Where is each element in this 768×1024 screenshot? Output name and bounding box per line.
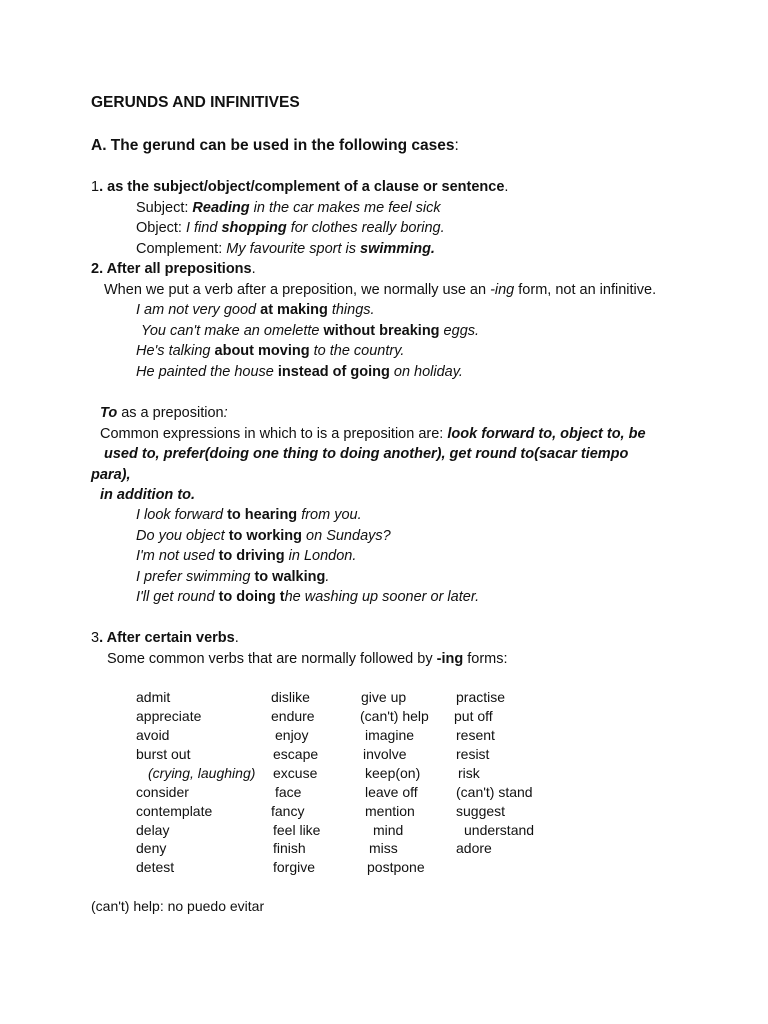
verb-item: fancy — [271, 803, 305, 819]
verb-item: endure — [271, 708, 315, 724]
verb-item: mention — [365, 803, 415, 819]
to-heading-colon: : — [223, 405, 228, 421]
to-example-4 — [136, 568, 329, 586]
verb-item: risk — [458, 765, 480, 781]
example-keyword: to walking — [254, 569, 326, 585]
verb-item: face — [275, 784, 302, 800]
to-preposition-line-4: in addition to. — [100, 487, 196, 503]
verb-item: enjoy — [275, 727, 309, 743]
example-text: Do you object — [136, 528, 229, 544]
verb-item: resent — [456, 727, 495, 743]
verb-item: keep(on) — [365, 765, 421, 781]
example-text: I'll get round — [136, 589, 219, 605]
case-2-heading — [91, 260, 256, 278]
to-example-3 — [136, 547, 356, 565]
to-example-5 — [136, 588, 479, 606]
to-heading-text: as a preposition — [117, 405, 224, 421]
example-keyword: to hearing — [227, 507, 298, 523]
verb-item: mind — [373, 822, 404, 838]
example-text: I am not very good — [136, 302, 261, 318]
example-text: I prefer swimming — [136, 569, 255, 585]
section-a-heading — [91, 137, 459, 155]
case-3-heading-text: . After certain verbs — [99, 630, 235, 646]
example-text: He's talking — [136, 343, 215, 359]
example-text: eggs. — [439, 323, 480, 339]
to-preposition-line-2: used to, prefer(doing one thing to doing another), get round to(sacar tiempo — [104, 446, 629, 462]
case-2-example-3 — [136, 342, 404, 360]
example-keyword: at making — [260, 302, 328, 318]
example-text: You can't make an omelette — [141, 323, 324, 339]
verb-item: dislike — [271, 689, 310, 705]
case-2-example-2 — [141, 322, 479, 340]
case-2-heading-end: . — [251, 261, 256, 277]
verb-item: escape — [273, 746, 319, 762]
example-label: Object: — [136, 220, 186, 236]
expressions-intro: Common expressions in which to is a preposition are: — [100, 426, 448, 442]
example-text: on holiday. — [389, 364, 463, 380]
verb-item: contemplate — [136, 803, 213, 819]
verb-item: postpone — [367, 859, 425, 875]
case-1-object-example — [136, 219, 445, 237]
intro-text: form, not an infinitive. — [514, 282, 657, 298]
example-text: from you. — [297, 507, 362, 523]
case-1-complement-example — [136, 240, 435, 258]
example-keyword: about moving — [214, 343, 310, 359]
case-2-example-4 — [136, 363, 463, 381]
case-2-heading-text: 2. After all prepositions — [91, 261, 252, 277]
case-1-heading — [91, 178, 508, 196]
verb-item: understand — [464, 822, 535, 838]
verb-item: forgive — [273, 859, 316, 875]
example-keyword: instead of going — [277, 364, 390, 380]
example-text: My favourite sport is — [226, 241, 361, 257]
footnote: (can't) help: no puedo evitar — [91, 898, 265, 914]
example-label: Complement: — [136, 241, 227, 257]
intro-ing: -ing — [490, 282, 515, 298]
case-1-heading-end: . — [504, 179, 509, 195]
example-text: . — [325, 569, 330, 585]
intro-text: Some common verbs that are normally followed by — [107, 651, 437, 667]
case-1-subject-example — [136, 199, 441, 217]
case-1-heading-text: . as the subject/object/complement of a clause or sentence — [99, 179, 505, 195]
case-3-number: 3 — [91, 630, 100, 646]
intro-ing: -ing — [436, 651, 464, 667]
verb-item: feel like — [273, 822, 321, 838]
page-title: GERUNDS AND INFINITIVES — [91, 94, 300, 111]
case-2-intro — [104, 281, 656, 299]
verb-item: detest — [136, 859, 175, 875]
example-keyword: without breaking — [323, 323, 440, 339]
verb-item: delay — [136, 822, 170, 838]
verb-item: put off — [454, 708, 493, 724]
verb-item: adore — [456, 840, 492, 856]
to-example-1 — [136, 506, 362, 524]
verb-item-note: (crying, laughing) — [148, 765, 256, 781]
verb-item: give up — [361, 689, 407, 705]
verb-item: appreciate — [136, 708, 202, 724]
example-text: in London. — [284, 548, 357, 564]
verb-item: (can't) stand — [456, 784, 533, 800]
example-text: I look forward — [136, 507, 228, 523]
example-text: things. — [327, 302, 375, 318]
verb-item: miss — [369, 840, 398, 856]
to-example-2 — [136, 527, 391, 545]
example-text: to the country. — [309, 343, 405, 359]
verb-item: suggest — [456, 803, 506, 819]
verb-item: burst out — [136, 746, 191, 762]
example-keyword: to working — [228, 528, 303, 544]
example-text: I find — [185, 220, 222, 236]
verb-item: avoid — [136, 727, 170, 743]
example-text: he washing up sooner or later. — [284, 589, 480, 605]
expressions-list: look forward to, object to, be — [447, 426, 646, 442]
example-keyword: to driving — [218, 548, 285, 564]
section-a-colon: : — [454, 137, 459, 154]
example-keyword: swimming. — [360, 241, 435, 257]
intro-text: When we put a verb after a preposition, we normally use an — [104, 282, 491, 298]
to-preposition-line-1 — [100, 425, 646, 443]
example-text: on Sundays? — [302, 528, 391, 544]
example-text: He painted the house — [136, 364, 278, 380]
example-text: for clothes really boring. — [286, 220, 445, 236]
case-3-heading-end: . — [234, 630, 239, 646]
to-preposition-heading — [100, 404, 228, 422]
verb-item: involve — [363, 746, 407, 762]
verb-item: resist — [456, 746, 490, 762]
verb-item: finish — [273, 840, 306, 856]
section-a-label: A. The gerund can be used in the following cases — [91, 137, 455, 154]
verb-item: imagine — [365, 727, 415, 743]
verb-item: excuse — [273, 765, 318, 781]
verb-item: deny — [136, 840, 167, 856]
example-keyword: Reading — [192, 200, 250, 216]
verb-item: practise — [456, 689, 506, 705]
case-3-intro — [107, 650, 508, 668]
example-keyword: shopping — [221, 220, 287, 236]
verb-item: consider — [136, 784, 189, 800]
case-2-example-1 — [136, 301, 375, 319]
example-keyword: to doing t — [218, 589, 285, 605]
example-label: Subject: — [136, 200, 193, 216]
case-1-number: 1 — [91, 179, 100, 195]
example-text: in the car makes me feel sick — [249, 200, 441, 216]
verb-item: admit — [136, 689, 171, 705]
intro-text: forms: — [463, 651, 508, 667]
example-text: I'm not used — [136, 548, 219, 564]
case-3-heading — [91, 629, 239, 647]
to-keyword: To — [100, 405, 118, 421]
verb-item: (can't) help — [360, 708, 429, 724]
to-preposition-line-3: para), — [91, 467, 131, 483]
verb-item: leave off — [365, 784, 418, 800]
